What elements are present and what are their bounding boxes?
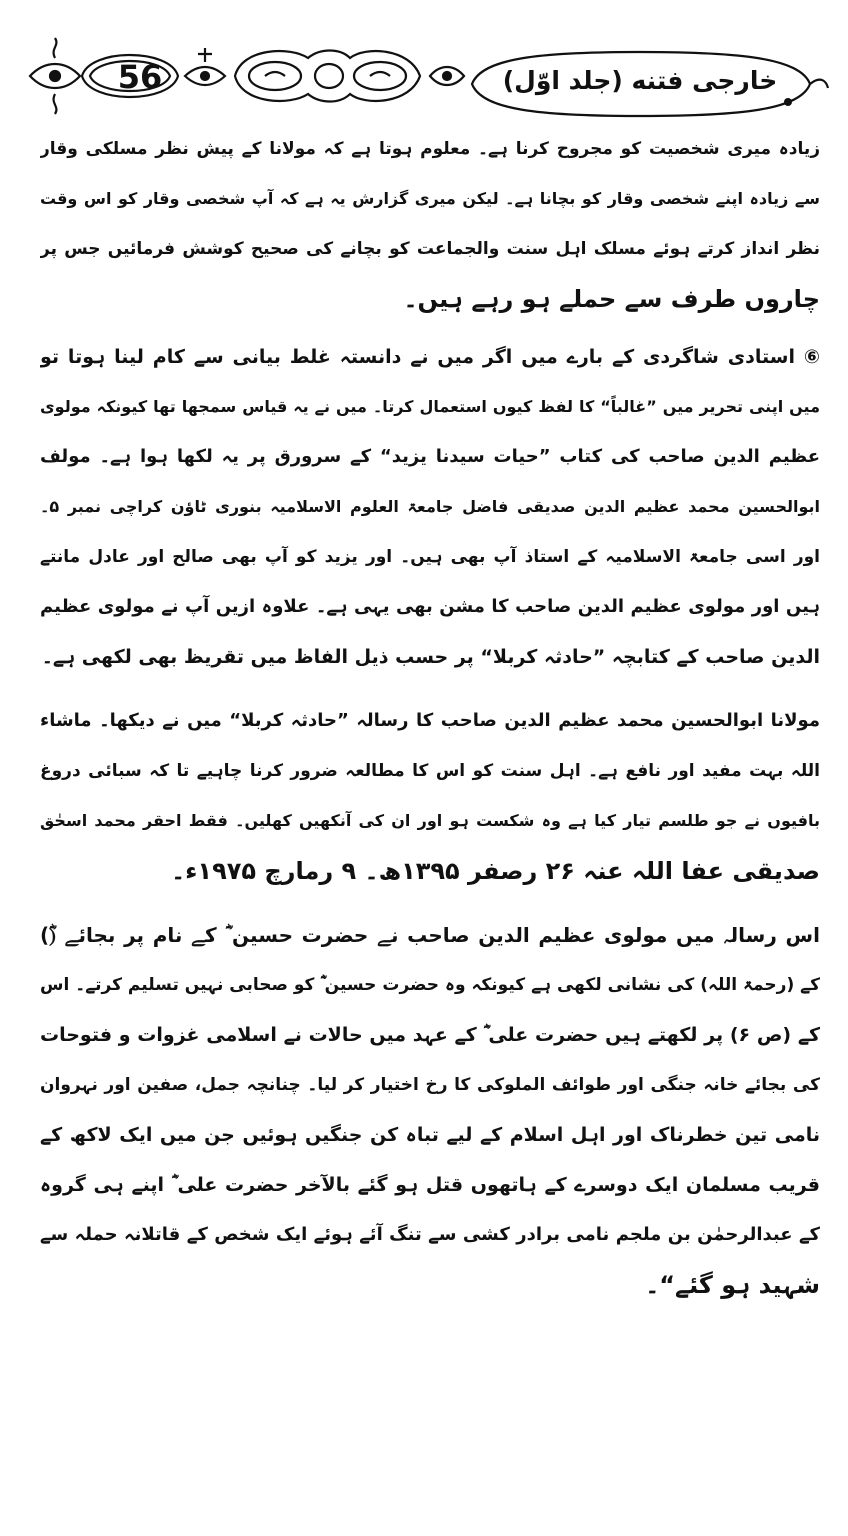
text-line: زیادہ میری شخصیت کو مجروح کرنا ہے۔ معلوم ہوتا ہے کہ مولانا کے پیش نظر مسلکی وقار [40, 139, 820, 159]
paragraph-2 [40, 332, 820, 682]
text-line: عظیم الدین صاحب کی کتاب ”حیات سیدنا یزید“ کے سرورق پر یہ لکھا ہوا ہے۔ مولف [40, 446, 820, 467]
text-line: نظر انداز کرتے ہوئے مسلک اہل سنت والجماعت کو بچانے کی صحیح کوشش فرمائیں جس پر [40, 239, 820, 259]
paragraph-1 [40, 124, 820, 324]
text-line: اللہ بہت مفید اور نافع ہے۔ اہل سنت کو اس کا مطالعہ ضرور کرنا چاہیے تا کہ سبائی دروغ [40, 761, 820, 781]
text-line: کی بجائے خانہ جنگی اور طوائف الملوکی کا رخ اختیار کر لیا۔ چنانچہ جمل، صفین اور نہروان [40, 1075, 820, 1095]
text-line: الدین صاحب کے کتابچہ ”حادثہ کربلا“ پر حسب ذیل الفاظ میں تقریظ بھی لکھی ہے۔ [41, 646, 820, 668]
text-line: ہیں اور مولوی عظیم الدین صاحب کا مشن بھی یہی ہے۔ علاوہ ازیں آپ نے مولوی عظیم [40, 596, 820, 617]
text-line: قریب مسلمان ایک دوسرے کے ہاتھوں قتل ہو گئے بالآخر حضرت علی ؓ اپنے ہی گروہ [40, 1174, 820, 1196]
text-line: کے (رحمۃ اللہ) کی نشانی لکھی ہے کیونکہ وہ حضرت حسین ؓ کو صحابی نہیں تسلیم کرتے۔ اس [40, 975, 820, 995]
page-number: 56 [117, 58, 163, 96]
text-line: صدیقی عفا اللہ عنہ ۲۶ رصفر ۱۳۹۵ھ۔ ۹ رمارچ ۱۹۷۵ء۔ [171, 857, 820, 885]
bullet-dot [784, 98, 792, 106]
text-line: کے (ص ۶) پر لکھتے ہیں حضرت علی ؓ کے عہد میں حالات نے اسلامی غزوات و فتوحات [40, 1024, 820, 1046]
page-body [40, 124, 820, 1524]
text-line: مولانا ابوالحسین محمد عظیم الدین صاحب کا رسالہ ”حادثہ کربلا“ میں نے دیکھا۔ ماشاء [40, 710, 820, 731]
text-line: ⑥ استادی شاگردی کے بارے میں اگر میں نے دانستہ غلط بیانی سے کام لینا ہوتا تو [40, 346, 820, 368]
text-line: ابوالحسین محمد عظیم الدین صدیقی فاضل جامعۃ العلوم الاسلامیہ بنوری ٹاؤن کراچی نمبر ۵۔ [40, 497, 820, 516]
text-line: نامی تین خطرناک اور اہل اسلام کے لیے تباہ کن جنگیں ہوئیں جن میں ایک لاکھ کے [40, 1124, 820, 1146]
quoted-paragraph [40, 696, 820, 896]
running-title: خارجی فتنه (جلد اوّل) [502, 66, 778, 95]
paragraph-4 [40, 910, 820, 1310]
text-line: اس رسالہ میں مولوی عظیم الدین صاحب نے حضرت حسین ؓ کے نام پر بجائے (ؓ) [40, 923, 820, 947]
text-line: سے زیادہ اپنے شخصی وقار کو بچانا ہے۔ لیکن میری گزارش یہ ہے کہ آپ شخصی وقار کو اس وقت [40, 189, 820, 208]
text-line: بافیوں نے جو طلسم تیار کیا ہے وہ شکست ہو اور ان کی آنکھیں کھلیں۔ فقط احقر محمد اسحٰق [40, 811, 820, 830]
text-line: میں اپنی تحریر میں ”غالباً“ کا لفظ کیوں استعمال کرتا۔ میں نے یہ قیاس سمجھا تھا کیونکہ مولوی [40, 397, 820, 416]
text-line: شہید ہو گئے“۔ [645, 1271, 820, 1299]
text-line: کے عبدالرحمٰن بن ملجم نامی برادر کشی سے تنگ آئے ہوئے ایک شخص کے قاتلانہ حملہ سے [40, 1224, 820, 1245]
text-line: چاروں طرف سے حملے ہو رہے ہیں۔ [403, 285, 820, 313]
text-line: اور اسی جامعۃ الاسلامیہ کے استاذ آپ بھی ہیں۔ اور یزید کو آپ بھی صالح اور عادل مانتے [40, 547, 820, 567]
page-header [20, 18, 830, 118]
